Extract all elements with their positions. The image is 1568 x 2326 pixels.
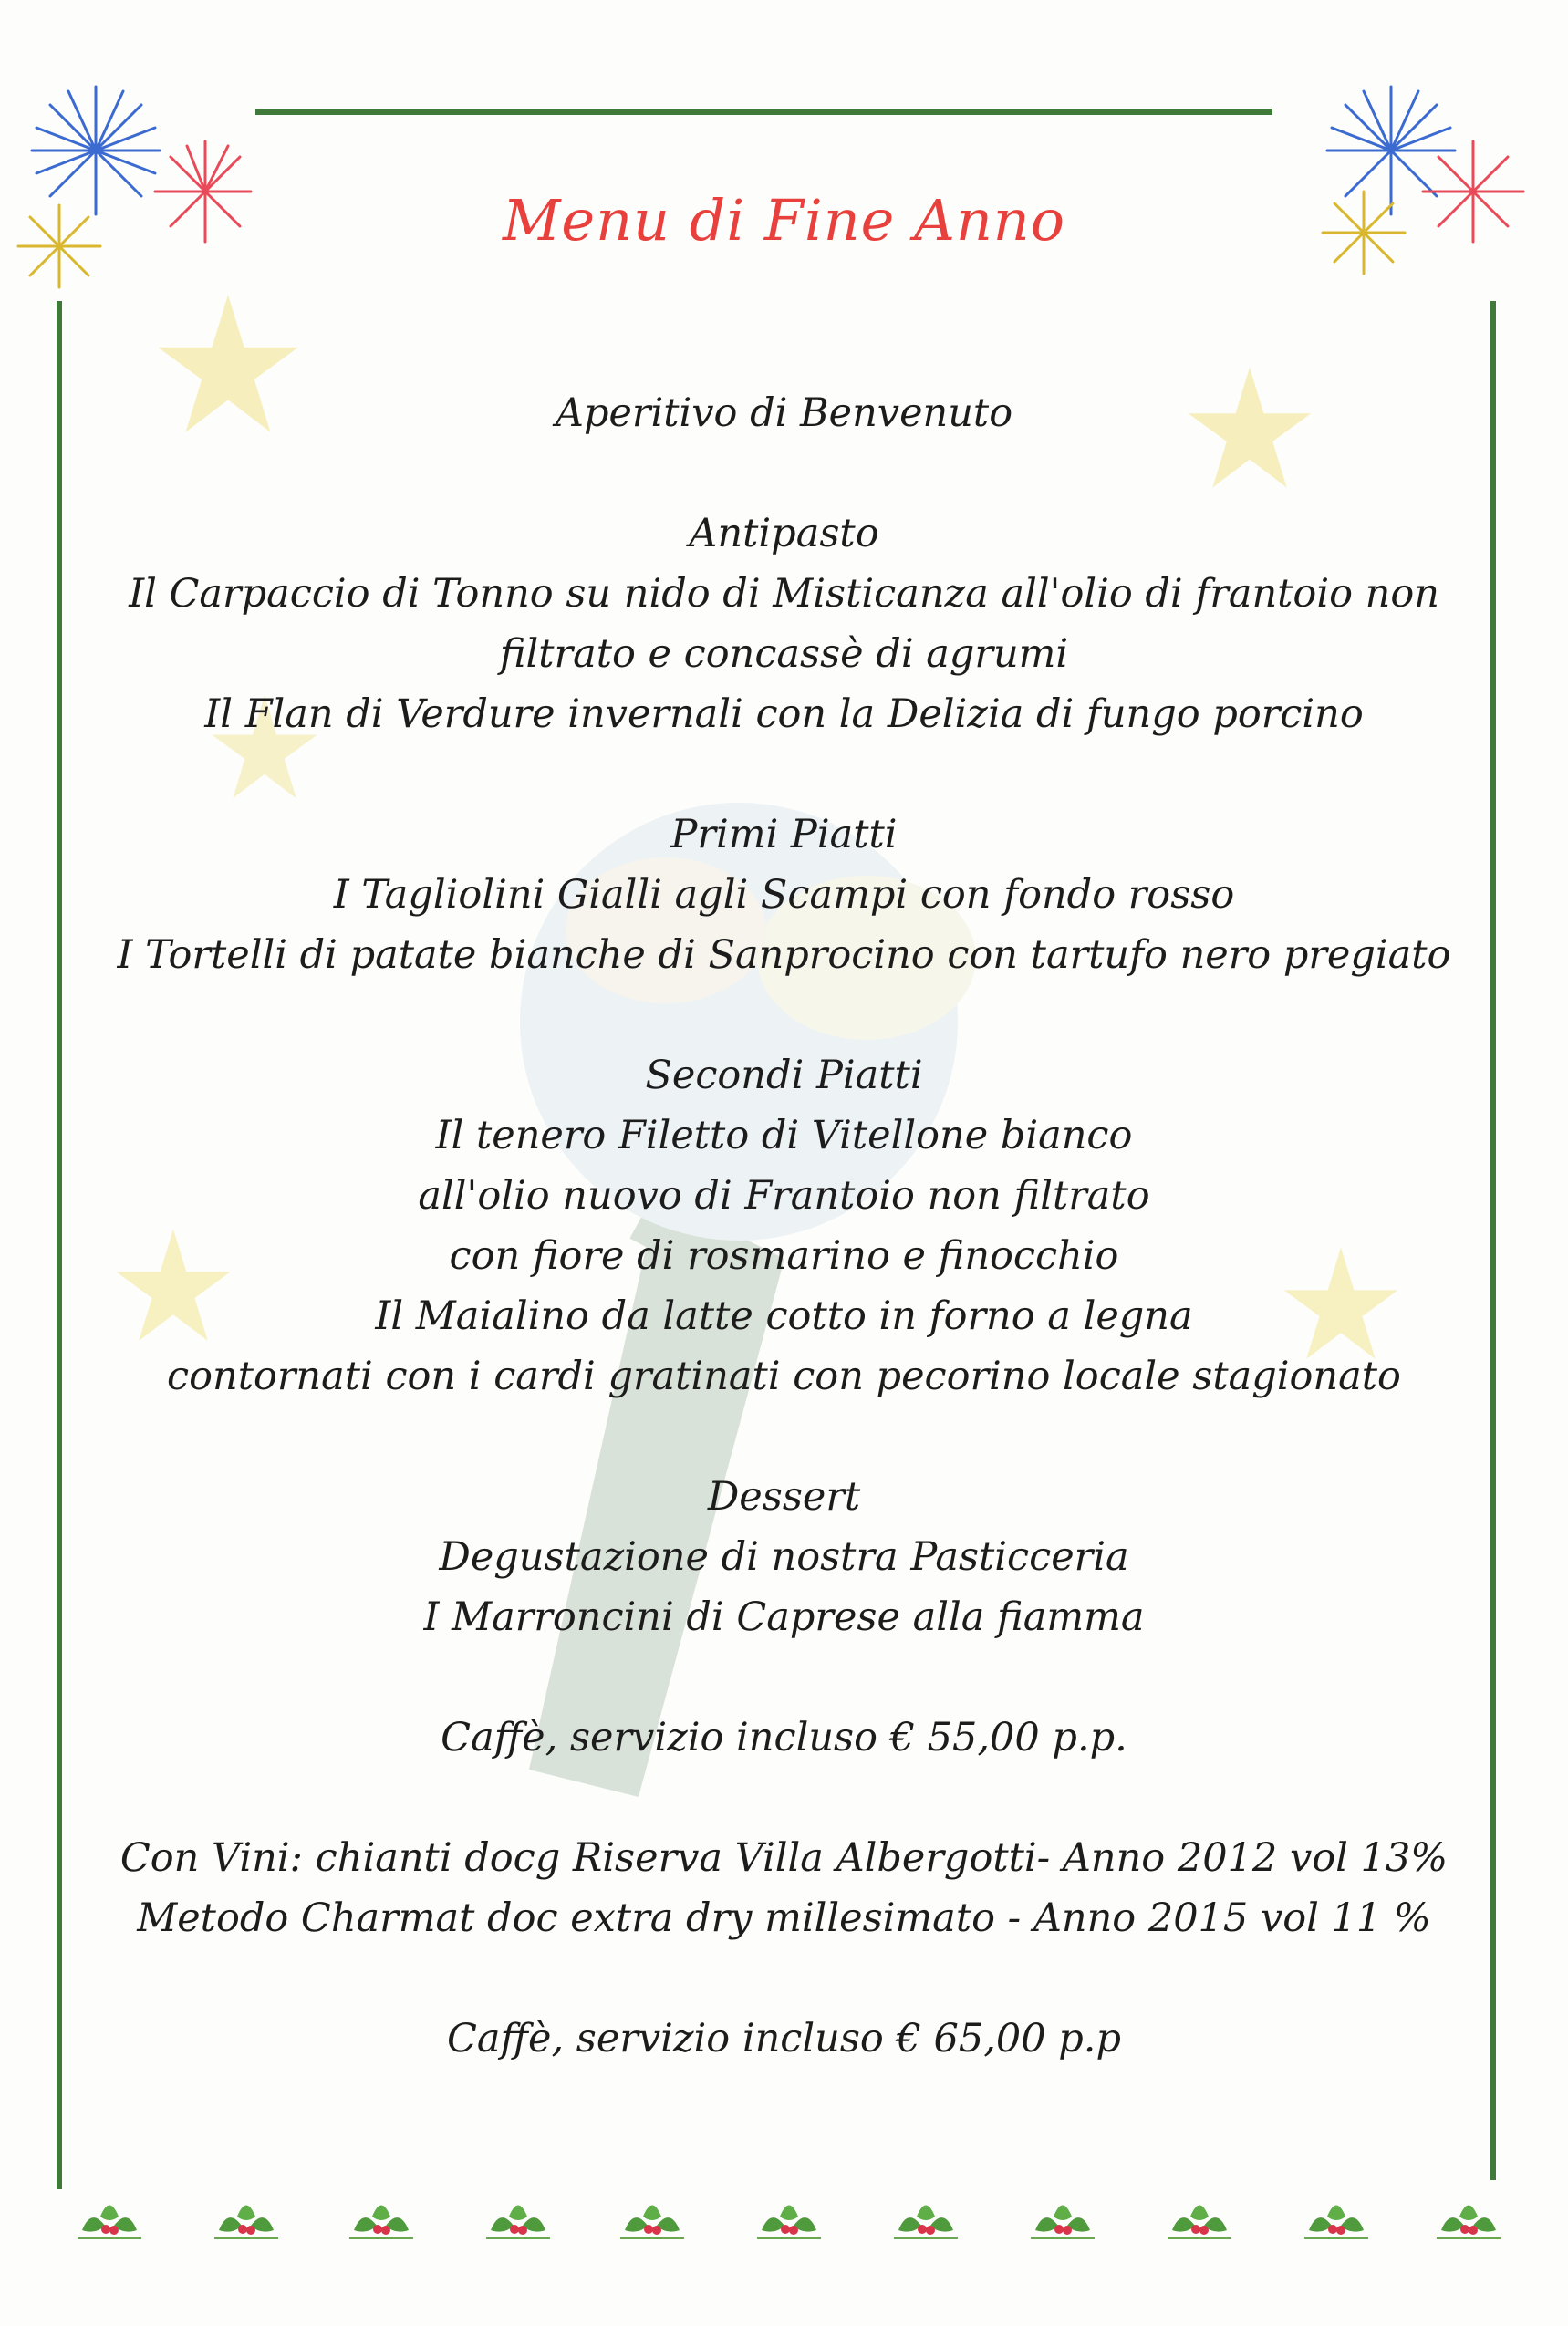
menu-item: Il Maialino da latte cotto in forno a legna — [375, 1293, 1193, 1339]
antipasto-heading: Antipasto — [689, 511, 879, 556]
holly-icon — [482, 2189, 555, 2244]
menu-item: I Marroncini di Caprese alla fiamma — [423, 1594, 1145, 1640]
menu-item: contornati con i cardi gratinati con pecorino locale stagionato — [167, 1354, 1401, 1399]
menu-item: Il Carpaccio di Tonno su nido di Misticanza all'olio di frantoio non — [129, 571, 1439, 617]
right-border-line — [1490, 301, 1496, 2180]
menu-item: all'olio nuovo di Frantoio non filtrato — [418, 1173, 1150, 1219]
menu-item: Il tenero Filetto di Vitellone bianco — [435, 1113, 1133, 1158]
holly-icon — [1432, 2189, 1505, 2244]
holly-icon — [1163, 2189, 1236, 2244]
top-border-line — [255, 109, 1272, 115]
menu-item: I Tagliolini Gialli agli Scampi con fondo rosso — [333, 872, 1235, 918]
left-border-line — [57, 301, 62, 2189]
menu-item: I Tortelli di patate bianche di Sanprocino con tartufo nero pregiato — [117, 932, 1451, 978]
holly-icon — [345, 2189, 418, 2244]
menu-item: Il Flan di Verdure invernali con la Delizia di fungo porcino — [204, 691, 1364, 737]
wine-line: Metodo Charmat doc extra dry millesimato - Anno 2015 vol 11 % — [137, 1895, 1431, 1941]
holly-icon — [889, 2189, 962, 2244]
secondi-heading: Secondi Piatti — [645, 1053, 923, 1098]
holly-icon — [616, 2189, 689, 2244]
price-line: Caffè, servizio incluso € 65,00 p.p — [447, 2016, 1121, 2061]
menu-title: Menu di Fine Anno — [502, 187, 1066, 254]
primi-heading: Primi Piatti — [670, 812, 898, 857]
aperitivo-heading: Aperitivo di Benvenuto — [555, 390, 1013, 436]
wine-line: Con Vini: chianti docg Riserva Villa Albergotti- Anno 2012 vol 13% — [119, 1835, 1449, 1881]
menu-content — [91, 383, 1477, 2069]
holly-icon — [210, 2189, 283, 2244]
holly-icon — [1300, 2189, 1373, 2244]
dessert-heading: Dessert — [707, 1474, 861, 1520]
menu-item: filtrato e concassè di agrumi — [499, 631, 1069, 677]
menu-item: Degustazione di nostra Pasticceria — [439, 1534, 1129, 1580]
holly-icon — [1026, 2189, 1099, 2244]
price-line: Caffè, servizio incluso € 55,00 p.p. — [441, 1715, 1127, 1760]
holly-icon — [753, 2189, 826, 2244]
menu-item: con fiore di rosmarino e finocchio — [449, 1233, 1119, 1279]
holly-icon — [73, 2189, 146, 2244]
